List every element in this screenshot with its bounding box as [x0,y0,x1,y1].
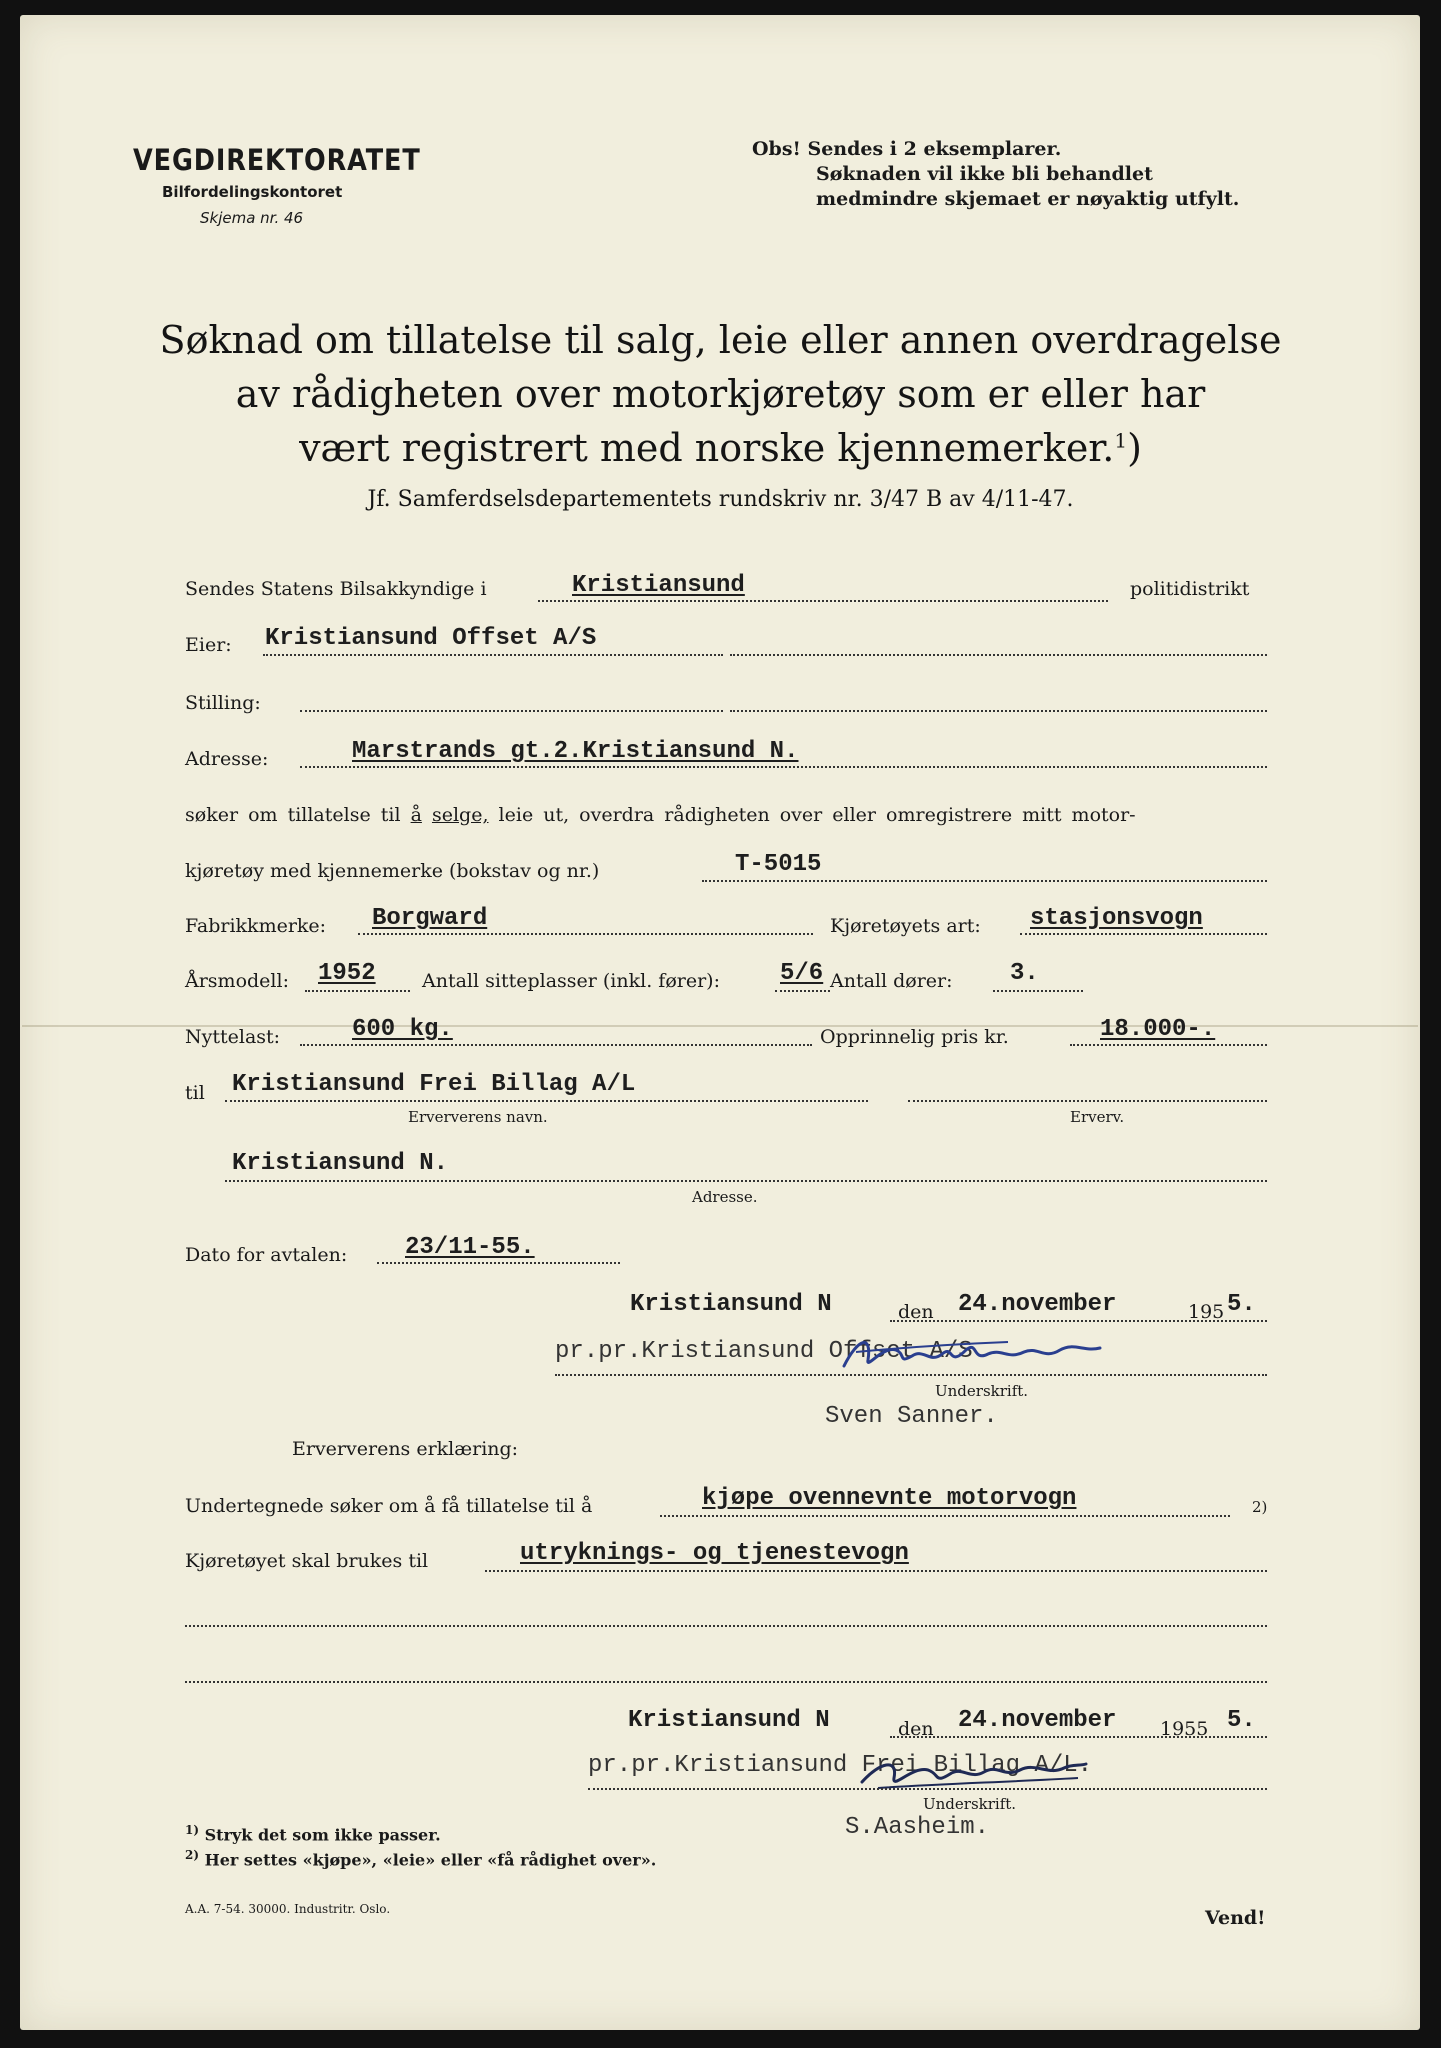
art-label: Kjøretøyets art: [830,915,981,937]
use-value[interactable]: utryknings- og tjenestevogn [520,1540,909,1567]
footnote-1 [185,1823,441,1844]
signature1-caption: Underskrift. [935,1382,1029,1400]
extra-line-1[interactable] [185,1625,1267,1627]
arsmodell-value[interactable]: 1952 [318,960,376,987]
notice-line-1: Obs! Sendes i 2 eksemplarer. [752,138,1062,160]
art-line [1020,933,1267,935]
soker-text [185,804,1136,826]
footnote-ref-1: 1 [1114,428,1128,453]
pris-label: Opprinnelig pris kr. [820,1026,1009,1048]
use-line [485,1570,1267,1572]
signature2-date[interactable]: 24.november [958,1707,1117,1734]
title-line-3 [0,426,1441,470]
printer-info: A.A. 7-54. 30000. Industritr. Oslo. [185,1902,391,1916]
use-label: Kjøretøyet skal brukes til [185,1550,429,1572]
nyttelast-label: Nyttelast: [185,1026,281,1048]
request-line [660,1515,1230,1517]
form-number: Skjema nr. 46 [200,209,304,227]
vend-label: Vend! [1205,1907,1266,1929]
erverver-navn-line [225,1100,868,1102]
signature1-date[interactable]: 24.november [958,1291,1117,1318]
art-value[interactable]: stasjonsvogn [1030,905,1203,932]
stilling-line-2[interactable] [730,710,1267,712]
erverv-line[interactable] [908,1100,1267,1102]
erverver-navn-caption: Erververens navn. [408,1108,548,1126]
dato-line [377,1262,620,1264]
eier-label: Eier: [185,634,232,656]
stilling-line-1[interactable] [300,710,723,712]
office-name: Bilfordelingskontoret [162,183,343,201]
handwritten-signature-1 [838,1330,1108,1378]
pris-value[interactable]: 18.000-. [1100,1016,1216,1043]
adresse-line [300,766,1267,768]
til-label: til [185,1082,205,1104]
eier-line-1 [263,654,723,656]
dorer-line [993,990,1083,992]
dorer-label: Antall dører: [830,970,953,992]
signature1-name: Sven Sanner. [825,1403,998,1430]
nyttelast-line [300,1044,812,1046]
footnote-2-mark: 2) [185,1848,200,1862]
fabrikkmerke-line [358,933,813,935]
notice-line-2: Søknaden vil ikke bli behandlet [816,163,1153,185]
sitteplasser-label: Antall sitteplasser (inkl. fører): [422,970,720,992]
adresse-caption: Adresse. [692,1188,758,1206]
soker-text-selge: selge, [431,804,489,826]
signature1-den: den [898,1301,934,1323]
adresse-label: Adresse: [185,748,269,770]
sendes-label: Sendes Statens Bilsakkyndige i [185,578,487,600]
signature2-date-line [890,1736,1267,1738]
kjennemerke-label: kjøretøy med kjennemerke (bokstav og nr.) [185,860,600,882]
signature2-line [588,1788,1267,1790]
erverver-navn-value[interactable]: Kristiansund Frei Billag A/L [232,1071,636,1098]
arsmodell-line [305,990,410,992]
footnote-2-text: Her settes «kjøpe», «leie» eller «få rådighet over». [204,1850,657,1870]
sitteplasser-value[interactable]: 5/6 [780,960,824,987]
signature1-signer: pr.pr.Kristiansund Offset A/S [555,1338,973,1365]
kjennemerke-line [702,880,1267,882]
declaration-heading: Erververens erklæring: [292,1438,519,1460]
nyttelast-value[interactable]: 600 kg. [352,1016,453,1043]
reference-line: Jf. Samferdselsdepartementets rundskriv nr. 3/47 B av 4/11-47. [367,487,1074,512]
kjennemerke-value[interactable]: T-5015 [735,851,822,878]
soker-text-pre: søker om tillatelse til [185,804,401,826]
request-value[interactable]: kjøpe ovennevnte motorvogn [702,1485,1077,1512]
arsmodell-label: Årsmodell: [185,970,289,992]
dorer-value[interactable]: 3. [1010,960,1039,987]
sendes-line [538,600,1108,602]
signature1-year-digit[interactable]: 5. [1227,1291,1256,1318]
signature2-signer: pr.pr.Kristiansund Frei Billag A/L. [588,1752,1093,1779]
signature1-line [555,1374,1267,1376]
footnote-1-text: Stryk det som ikke passer. [204,1825,441,1845]
sendes-value[interactable]: Kristiansund [572,572,745,599]
fabrikkmerke-label: Fabrikkmerke: [185,915,327,937]
sitteplasser-line [775,990,830,992]
signature2-year-digit[interactable]: 5. [1227,1707,1256,1734]
erverver-adresse-value[interactable]: Kristiansund N. [232,1150,449,1177]
erverver-adresse-line [225,1180,1267,1182]
dato-value[interactable]: 23/11-55. [405,1234,535,1261]
soker-text-a: å [410,804,422,826]
adresse-value[interactable]: Marstrands gt.2.Kristiansund N. [352,738,799,765]
signature2-caption: Underskrift. [923,1795,1017,1813]
title-line-2: av rådigheten over motorkjøretøy som er eller har [235,372,1206,416]
request-mark: 2) [1252,1498,1268,1516]
erverv-caption: Erverv. [1070,1108,1125,1126]
extra-line-2[interactable] [185,1681,1267,1683]
footnote-1-mark: 1) [185,1823,200,1837]
request-label: Undertegnede søker om å få tillatelse til å [185,1495,593,1517]
soker-text-post: leie ut, overdra rådigheten over eller omregistrere mitt motor- [498,804,1136,826]
signature2-place[interactable]: Kristiansund N [628,1707,830,1734]
org-name: VEGDIREKTORATET [133,143,421,177]
title-line-3-paren: ) [1127,426,1142,470]
eier-value[interactable]: Kristiansund Offset A/S [265,625,597,652]
signature1-year: 195 [1188,1301,1225,1323]
stilling-label: Stilling: [185,692,261,714]
signature2-year: 1955 [1160,1718,1209,1740]
signature1-place[interactable]: Kristiansund N [630,1291,832,1318]
signature2-name: S.Aasheim. [845,1814,990,1841]
title-line-1: Søknad om tillatelse til salg, leie eller annen overdragelse [159,318,1282,362]
sendes-suffix: politidistrikt [1130,578,1250,600]
signature1-date-line [890,1320,1267,1322]
title-line-3-text: vært registrert med norske kjennemerker. [299,426,1115,470]
footnote-2 [185,1848,656,1869]
signature2-den: den [898,1718,934,1740]
notice-line-3: medmindre skjemaet er nøyaktig utfylt. [816,188,1240,210]
eier-line-2 [730,654,1267,656]
fabrikkmerke-value[interactable]: Borgward [372,905,488,932]
dato-label: Dato for avtalen: [185,1244,348,1266]
pris-line [1070,1044,1267,1046]
